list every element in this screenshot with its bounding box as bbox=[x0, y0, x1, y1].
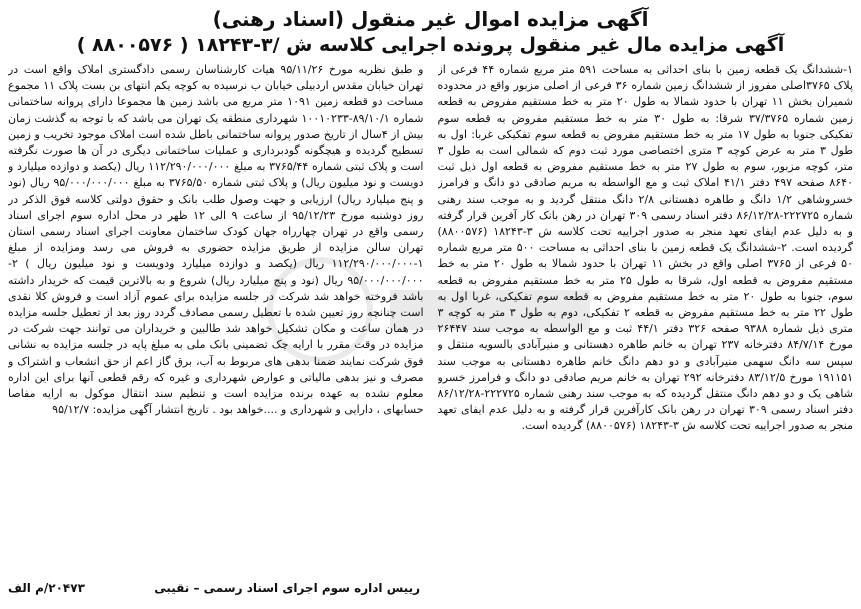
body-column-right bbox=[438, 62, 854, 601]
page-title: آگهی مزایده اموال غیر منقول (اسناد رهنی) bbox=[212, 7, 649, 31]
body-text-left: و طبق نظریه مورخ ۹۵/۱۱/۲۶ هیات کارشناسان رسمی دادگستری املاک واقع است در تهران خیابان مقدس اردبیلی خیابان ب نرسیده به کوچه یکم انتهای بن بست پلاک ۱۱ مجموع مساحت دو قطعه زمین ۱۰۹۱ متر مربع می باشد زمین ها مجموعا دارای پروانه ساختمانی شماره ۸۹/۱۰/۱-۱۰۰۱۰۲۳۳ شهرداری منطقه یک تهران می باشد که با توجه به گذشت زمان بیش از ۴سال از تاریخ صدور پروانه ساختمانی باطل شده است املاک موجود تخریب و زمین تسطیح گردیده و هیچگونه گودبرداری و عملیات ساختمانی دیگری در آن ها صورت نگرفته است و پلاک ثبتی شماره ۳۷۶۵/۴۴ به مبلغ ۱۱۲/۲۹۰/۰۰۰/۰۰۰ ریال (یکصد و دوازده میلیارد و دویست و نود میلیون ریال) و پلاک ثبتی شماره ۳۷۶۵/۵۰ به مبلغ ۹۵/۰۰۰/۰۰۰/۰۰۰ ریال (نود و پنج میلیارد ریال) ارزیابی و جهت وصول طلب بانک و حقوق دولتی کلاسه فوق الذکر در روز دوشنبه مورخ ۹۵/۱۲/۲۳ از ساعت ۹ الی ۱۲ ظهر در محل اداره سوم اجرای اسناد رسمی واقع در تهران چهارراه جهان کودک ساختمان معاونت اجرای اسناد رسمی استان تهران سالن مزایده از طریق مزایده حضوری به فروش می رسد ومزایده از مبلغ ۱-۱۱۲/۲۹۰/۰۰۰/۰۰۰ ریال (یکصد و دوازده میلیارد ودویست و نود میلیون ریال ) ۲- ۹۵/۰۰۰/۰۰۰/۰۰۰ ریال (نود و پنج میلیارد ریال) شروع و به بالاترین قیمت که خریدار داشته باشد فروخته خواهد شد شرکت در جلسه مزایده برای عموم آزاد است و فروش کلا نقدی است چنانچه روز تعیین شده با تعطیل رسمی مصادف گردد روز بعد از تعطیل جلسه مزایده در همان ساعت و مکان تشکیل خواهد شد طالبین و خریداران می توانند جهت شرکت در مزایده در وقت مقرر با ارایه چک تضمینی بانک ملی به مبلغ پایه در جلسه مزایده به نشانی فوق شرکت نمایند ضمنا بدهی های مربوط به آب، برق گاز اعم از حق انشعاب و اشتراک و مصرف و نیز بدهی مالیاتی و عوارض شهرداری و غیره که رقم قطعی آنها برای این اداره معلوم نشده به عهده برنده مزایده است و تنظیم سند انتقال موکول به ارایه مفاصا حسابهای ، دارایی و شهرداری و ....خواهد بود . تاریخ انتشار آگهی مزایده: ۹۵/۱۲/۷ bbox=[8, 63, 424, 417]
body-column-left bbox=[8, 62, 424, 601]
reference-number: ۲۰۴۷۳/م الف bbox=[8, 581, 85, 595]
notice-footer bbox=[8, 581, 420, 595]
signatory: رییس اداره سوم اجرای اسناد رسمی – نقیبی bbox=[154, 581, 420, 595]
notice-body bbox=[8, 62, 853, 601]
body-text-right: ۱-ششدانگ یک قطعه زمین با بنای احداثی به مساحت ۵۹۱ متر مربع شماره ۴۴ فرعی از پلاک ۳۷۶۵اصلی مفروز از ششدانگ زمین شماره ۳۶ فرعی از اصلی مزبور واقع در محدوده شمیران بخش ۱۱ تهران با حدود شمالا به طول ۲۰ متر به خط مستقیم مفروض به قطعه زمین شماره ۳۷/۳۷۶۵ شرقا: به طول ۳۰ متر به خط مستقیم مفروض به قطعه سوم تفکیکی جنوبا به طول ۱۷ متر به خط مستقیم مفروض به قطعه سوم تفکیکی غربا: اول به طول ۳ متر به عرض کوچه ۳ متری اختصاصی مورد ثبت دوم که شمالی است به طول ۳ متر، کوچه مزبور، سوم به طول ۲۷ متر به خط مستقیم مفروض به قطعه اول ذیل ثبت ۸۶۴۰ صفحه ۴۹۷ دفتر ۴۱/۱ املاک ثبت و مع الواسطه به مریم صادقی دو دانگ و فرامرز خسروشاهی ۱/۲ دانگ و طاهره دهستانی ۲/۸ دانگ منتقل گردید و به موجب سند رهنی شماره ۲۲۲۷۲۵-۸۶/۱۲/۲۸ دفتر اسناد رسمی ۳۰۹ تهران در رهن بانک کار آفرین قرار گرفته و به دلیل عدم ایفای تعهد منجر به صدور اجراییه تحت کلاسه ش ۳-۱۸۲۴۳ (۸۸۰۰۵۷۶) گردیده است. ۲-ششدانگ یک قطعه زمین با بنای احداثی به مساحت ۵۰۰ متر مربع شماره ۵۰ فرعی از ۳۷۶۵ اصلی واقع در بخش ۱۱ تهران با حدود شمالا به طول ۲۰ متر به خط مستقیم مفروض به قطعه اول، شرقا به طول ۲۵ متر به خط مستقیم مفروض به قطعه سوم، جنوبا به طول ۲۰ متر به خط مستقیم مفروض به قطعه سوم تفکیکی، غربا اول به طول ۲۲ متر به خط مستقیم مفروض به قطعه ۲ تفکیکی، دوم به طول ۳ متر به کوچه ۳ متری ذیل شماره ۹۳۸۸ صفحه ۳۲۶ دفتر ۴۴/۱ ثبت و مع الواسطه به موجب سند ۲۶۴۴۷ مورخ ۸۴/۷/۱۴ دفترخانه ۲۳۷ تهران به خانم طاهره دهستانی و منیرآبادی بالسویه منتقل و سپس سه دانگ سهمی منیرآبادی و دو دهم دانگ خانم طاهره دهستانی به موجب سند ۱۹۱۱۵۱ مورخ ۸۳/۱۲/۵ دفترخانه ۲۹۲ تهران به خانم مریم صادقی دو دانگ و فرامرز خسرو شاهی یک و دو دهم دانگ منتقل گردیده که به موجب سند رهنی شماره ۲۲۲۷۲۵-۸۶/۱۲/۲۸ دفتر اسناد رسمی ۳۰۹ تهران در رهن بانک کارآفرین قرار گرفته و به دلیل عدم ایفای تعهد منجر به صدور اجراییه تحت کلاسه ش ۳-۱۸۲۴۳ (۸۸۰۰۵۷۶) گردیده است. bbox=[437, 63, 853, 433]
page-subtitle: آگهی مزایده مال غیر منقول پرونده اجرایی کلاسه ش /۳-۱۸۲۴۳ ( ۸۸۰۰۵۷۶ ) bbox=[76, 34, 785, 56]
